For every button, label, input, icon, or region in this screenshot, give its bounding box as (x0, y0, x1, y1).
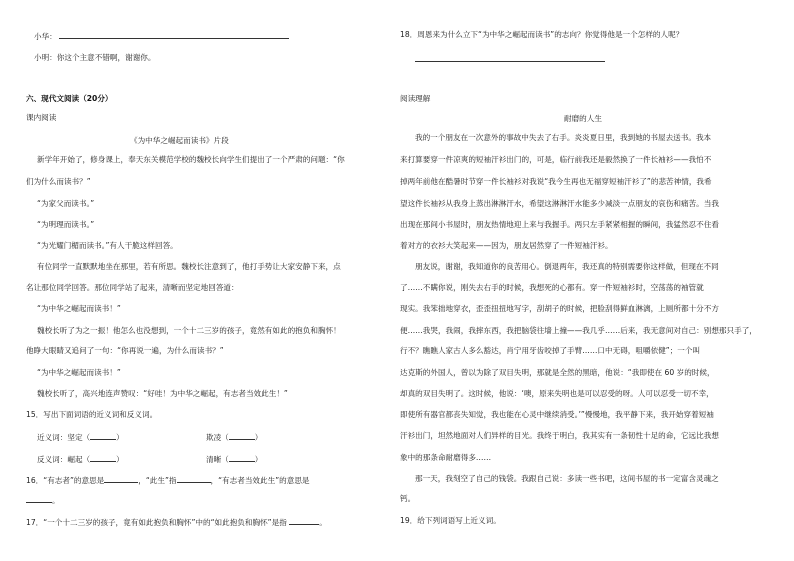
dialog-xiaohua-label: 小华： (34, 32, 57, 41)
question-15-synonyms: 近义词：坚定（ ） (37, 433, 124, 442)
passage-line: 却真的双目失明了。这时候，他说：‘噢，原来失明也是可以忍受的呀。人可以忍受一切不幸， (400, 389, 714, 398)
question-18-answer (415, 53, 605, 64)
answer-blank[interactable] (229, 431, 255, 440)
answer-blank[interactable] (289, 516, 319, 525)
dialog-xiaoming: 小明：你这个主意不错啊，谢谢你。 (34, 53, 156, 62)
passage-line: 有位同学一直默默地坐在那里，若有所思。魏校长注意到了，他打手势让大家安静下来，点 (37, 262, 341, 271)
question-15-synonyms-2: 欺凌（ ） (206, 433, 263, 442)
subsection-label: 阅读理解 (400, 94, 431, 103)
question-18: 18．周恩来为什么立下“为中华之崛起而读书”的志向？你觉得他是一个怎样的人呢？ (400, 30, 684, 39)
subsection-label: 课内阅读 (26, 113, 57, 122)
section-title: 六、现代文阅读（20分） (26, 94, 113, 103)
passage-line: 朋友说，谢谢，我知道你的良苦用心。倒退两年，我还真的特别需要你这样做，但现在不同 (415, 262, 719, 271)
passage-title: 《为中华之崛起而读书》片段 (130, 136, 229, 145)
answer-blank[interactable] (229, 453, 255, 462)
question-15-antonyms-2: 清晰（ ） (206, 455, 263, 464)
question-15: 15．写出下面词语的近义词和反义词。 (26, 410, 158, 419)
answer-blank[interactable] (26, 494, 52, 503)
answer-blank[interactable] (90, 431, 116, 440)
question-15-antonyms: 反义词：崛起（ ） (37, 455, 124, 464)
passage-line: 望这件长袖衫从我身上蒸出淋淋汗水，希望这淋淋汗水能多少减淡一点朋友的哀伤和痛苦。当我 (400, 199, 719, 208)
passage-line: 了……不瞒你说，刚失去右手的时候，我想死的心都有。穿一件短袖衫时，空荡荡的袖管就 (400, 283, 704, 292)
dialog-xiaohua (34, 30, 289, 41)
passage-line: “为光耀门楣而读书。”有人干脆这样回答。 (37, 241, 178, 250)
passage-line: 着对方的衣衫大笑起来——因为，朋友居然穿了一件短袖汗衫。 (400, 241, 613, 250)
passage-line: 出现在那间小书屋时，朋友热情地迎上来与我握手。两只左手紧紧相握的瞬间，我猛然忍不住看 (400, 220, 719, 229)
passage-line: 现实。我笨拙地穿衣，歪歪扭扭地写字，刮胡子的时候，把脸刮得鲜血淋漓，上厕所都十分不方 (400, 304, 719, 313)
question-16-cont: 。 (26, 494, 60, 505)
passage-line: 汗衫出门，坦然地面对人们异样的目光。我终于明白，我其实有一条韧性十足的命，它远比我想 (400, 431, 719, 440)
passage-line: 掉两年前他在酷暑时节穿一件长袖衫对我说“我今生再也无福穿短袖汗衫了”的悲苦神情，我希 (400, 177, 712, 186)
passage-line: 即使所有器官都丧失知觉，我也能在心灵中继续消受。’”慢慢地，我平静下来，我开始穿着短袖 (400, 410, 714, 419)
passage-line: 那一天，我刻空了自己的钱袋。我跟自己说：多读一些书吧，这间书屋的书一定富含灵魂之 (415, 474, 719, 483)
passage-line: “为中华之崛起而读书！” (37, 368, 121, 377)
passage-line: 钙。 (400, 494, 416, 503)
passage-line: 名让那位同学回答。那位同学站了起来，清晰而坚定地回答道： (26, 283, 239, 292)
passage-line: 来打算要穿一件凉爽的短袖汗衫出门的，可是，临行前我还是毅然换了一件长袖衫——我怕不 (400, 155, 712, 164)
passage-line: 便……我哭，我闹，我摔东西，我把脑袋往墙上撞——我几乎……后来，我无意间对自己：别想那只手了， (400, 326, 757, 335)
passage-line: 他睁大眼睛又追问了一句：“你再说一遍，为什么而读书？” (26, 346, 224, 355)
question-19: 19．给下列词语写上近义词。 (400, 516, 501, 525)
question-16: 16．“有志者”的意思是 ，“此生”指 ，“有志者当效此生”的意思是 (26, 476, 310, 485)
passage-line: “为中华之崛起而读书！” (37, 304, 121, 313)
answer-blank[interactable] (90, 453, 116, 462)
passage-line: 魏校长听了为之一振！他怎么也没想到，一个十二三岁的孩子，竟然有如此的抱负和胸怀！ (37, 326, 341, 335)
passage-line: 魏校长听了，高兴地连声赞叹：“好哇！为中华之崛起，有志者当效此生！” (37, 389, 288, 398)
passage-line: 们为什么而读书？” (26, 177, 91, 186)
answer-line-18[interactable] (415, 53, 605, 62)
passage-line: 达克斯的外国人，曾以为除了双目失明，那就是全然的黑暗，他说：“我即使在 60 岁的时候， (400, 368, 715, 377)
answer-line-xiaohua[interactable] (59, 30, 289, 39)
passage-line: “为明理而读书。” (37, 220, 95, 229)
passage-line: 行不？瞧瞧人家古人多么豁达，肖宁用牙齿咬掉了手臂……口中无碍，咀嚼依健”；一个叫 (400, 346, 701, 355)
passage-line: “为家父而读书。” (37, 199, 95, 208)
passage-line: 象中的那条命耐磨得多…… (400, 453, 492, 462)
passage-line: 我的一个朋友在一次意外的事故中失去了右手。炎炎夏日里，我到她的书屋去送书。我本 (415, 133, 712, 142)
question-17: 17．“一个十二三岁的孩子，竟有如此抱负和胸怀”中的“如此抱负和胸怀”是指 。 (26, 518, 327, 527)
passage-line: 新学年开始了，修身课上，奉天东关模范学校的魏校长向学生们提出了一个严肃的问题：“你 (37, 155, 345, 164)
answer-blank[interactable] (177, 474, 211, 483)
passage-title: 耐磨的人生 (564, 114, 602, 123)
answer-blank[interactable] (104, 474, 138, 483)
